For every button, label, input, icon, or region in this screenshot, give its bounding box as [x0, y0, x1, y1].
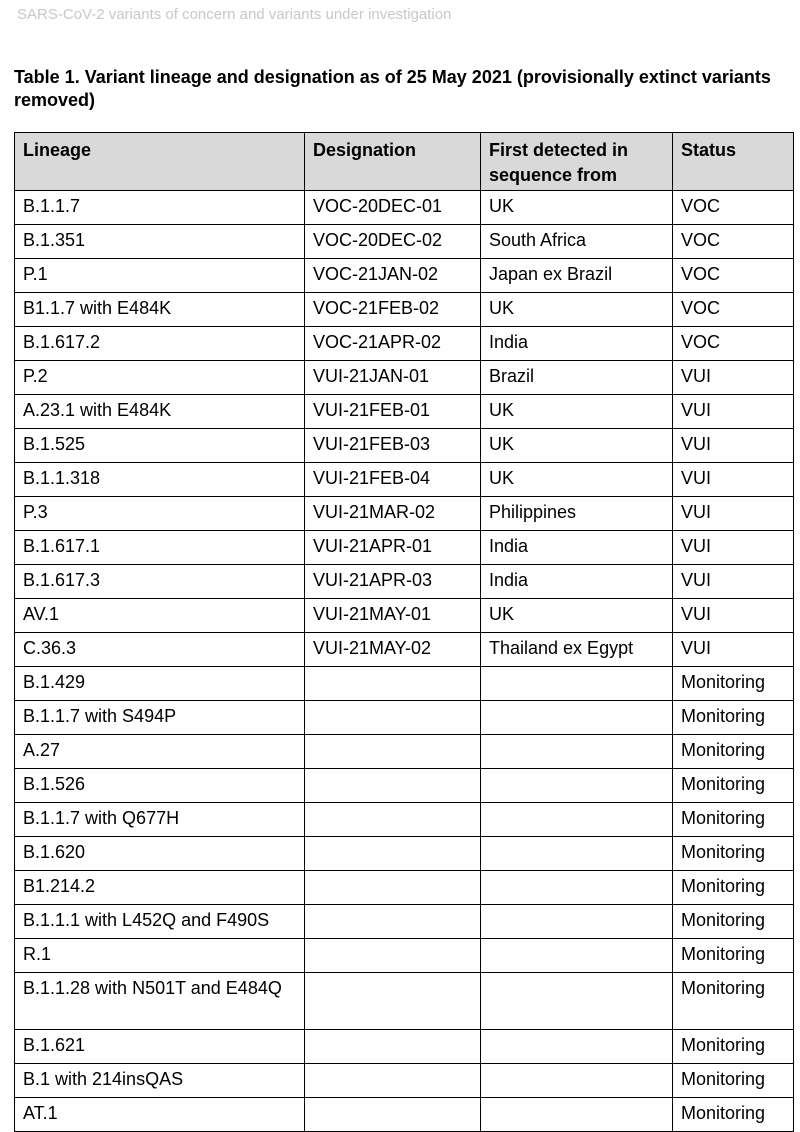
table-row — [15, 293, 794, 327]
designation-cell — [305, 803, 481, 837]
status-cell: VUI — [673, 497, 794, 531]
first-detected-cell — [481, 1030, 673, 1064]
designation-cell: VOC-20DEC-01 — [305, 191, 481, 225]
designation-cell: VUI-21MAR-02 — [305, 497, 481, 531]
lineage-cell: R.1 — [15, 939, 305, 973]
table-row — [15, 1030, 794, 1064]
status-cell: Monitoring — [673, 871, 794, 905]
designation-cell — [305, 871, 481, 905]
designation-cell: VOC-21FEB-02 — [305, 293, 481, 327]
variant-table — [14, 132, 794, 1132]
lineage-cell: A.27 — [15, 735, 305, 769]
first-detected-cell: UK — [481, 599, 673, 633]
table-row — [15, 667, 794, 701]
status-cell: VOC — [673, 191, 794, 225]
lineage-cell: B1.214.2 — [15, 871, 305, 905]
table-row — [15, 939, 794, 973]
lineage-cell: B.1.1.7 with S494P — [15, 701, 305, 735]
first-detected-cell: South Africa — [481, 225, 673, 259]
table-row — [15, 497, 794, 531]
status-cell: Monitoring — [673, 667, 794, 701]
lineage-cell: C.36.3 — [15, 633, 305, 667]
status-cell: Monitoring — [673, 837, 794, 871]
designation-cell — [305, 973, 481, 1030]
table-row — [15, 259, 794, 293]
status-cell: Monitoring — [673, 769, 794, 803]
lineage-cell: B.1.1.28 with N501T and E484Q — [15, 973, 305, 1030]
table-row — [15, 565, 794, 599]
table-row — [15, 973, 794, 1030]
lineage-cell: P.3 — [15, 497, 305, 531]
designation-cell: VUI-21FEB-01 — [305, 395, 481, 429]
status-cell: VUI — [673, 361, 794, 395]
table-caption: Table 1. Variant lineage and designation as of 25 May 2021 (provisionally extinct variants removed) — [14, 67, 771, 110]
designation-cell: VOC-20DEC-02 — [305, 225, 481, 259]
first-detected-cell — [481, 667, 673, 701]
lineage-cell: B.1.617.3 — [15, 565, 305, 599]
table-row — [15, 361, 794, 395]
status-cell: Monitoring — [673, 1098, 794, 1132]
table-header-row — [15, 133, 794, 191]
designation-cell — [305, 1030, 481, 1064]
lineage-cell: B.1.1.1 with L452Q and F490S — [15, 905, 305, 939]
first-detected-cell: UK — [481, 429, 673, 463]
table-row — [15, 225, 794, 259]
lineage-cell: B.1.617.2 — [15, 327, 305, 361]
lineage-cell: B.1.617.1 — [15, 531, 305, 565]
designation-cell — [305, 735, 481, 769]
table-row — [15, 191, 794, 225]
lineage-cell: B.1.1.7 with Q677H — [15, 803, 305, 837]
designation-cell — [305, 939, 481, 973]
table-body — [15, 191, 794, 1132]
first-detected-cell: India — [481, 327, 673, 361]
designation-cell: VUI-21FEB-03 — [305, 429, 481, 463]
designation-cell — [305, 1098, 481, 1132]
designation-cell: VUI-21MAY-01 — [305, 599, 481, 633]
lineage-cell: P.2 — [15, 361, 305, 395]
status-cell: VOC — [673, 259, 794, 293]
status-cell: Monitoring — [673, 905, 794, 939]
table-row — [15, 871, 794, 905]
status-cell: VOC — [673, 327, 794, 361]
lineage-cell: B.1.526 — [15, 769, 305, 803]
first-detected-cell: India — [481, 531, 673, 565]
lineage-cell: B.1.621 — [15, 1030, 305, 1064]
first-detected-cell — [481, 905, 673, 939]
first-detected-cell — [481, 1098, 673, 1132]
lineage-cell: B.1.1.7 — [15, 191, 305, 225]
table-row — [15, 905, 794, 939]
status-cell: Monitoring — [673, 735, 794, 769]
designation-cell — [305, 701, 481, 735]
lineage-cell: B.1.525 — [15, 429, 305, 463]
status-cell: VUI — [673, 565, 794, 599]
designation-cell: VUI-21MAY-02 — [305, 633, 481, 667]
table-row — [15, 701, 794, 735]
status-cell: Monitoring — [673, 1064, 794, 1098]
table-row — [15, 633, 794, 667]
first-detected-cell — [481, 939, 673, 973]
column-header-status: Status — [673, 133, 794, 191]
designation-cell — [305, 769, 481, 803]
first-detected-cell — [481, 837, 673, 871]
first-detected-cell — [481, 803, 673, 837]
status-cell: Monitoring — [673, 939, 794, 973]
first-detected-cell: Japan ex Brazil — [481, 259, 673, 293]
status-cell: VUI — [673, 599, 794, 633]
lineage-cell: B.1.620 — [15, 837, 305, 871]
lineage-cell: B.1 with 214insQAS — [15, 1064, 305, 1098]
first-detected-cell: UK — [481, 293, 673, 327]
first-detected-cell: UK — [481, 191, 673, 225]
first-detected-cell: UK — [481, 395, 673, 429]
status-cell: VUI — [673, 463, 794, 497]
table-row — [15, 735, 794, 769]
table-row — [15, 429, 794, 463]
status-cell: Monitoring — [673, 973, 794, 1030]
first-detected-cell: Brazil — [481, 361, 673, 395]
lineage-cell: B1.1.7 with E484K — [15, 293, 305, 327]
status-cell: VOC — [673, 225, 794, 259]
designation-cell — [305, 837, 481, 871]
lineage-cell: AT.1 — [15, 1098, 305, 1132]
status-cell: Monitoring — [673, 1030, 794, 1064]
designation-cell: VUI-21FEB-04 — [305, 463, 481, 497]
designation-cell: VUI-21JAN-01 — [305, 361, 481, 395]
designation-cell: VUI-21APR-01 — [305, 531, 481, 565]
designation-cell: VUI-21APR-03 — [305, 565, 481, 599]
lineage-cell: B.1.1.318 — [15, 463, 305, 497]
lineage-cell: AV.1 — [15, 599, 305, 633]
first-detected-cell — [481, 973, 673, 1030]
table-row — [15, 395, 794, 429]
first-detected-cell: Philippines — [481, 497, 673, 531]
designation-cell: VOC-21APR-02 — [305, 327, 481, 361]
status-cell: VOC — [673, 293, 794, 327]
table-row — [15, 769, 794, 803]
table-row — [15, 837, 794, 871]
status-cell: VUI — [673, 633, 794, 667]
designation-cell — [305, 667, 481, 701]
table-row — [15, 1098, 794, 1132]
status-cell: VUI — [673, 531, 794, 565]
column-header-lineage: Lineage — [15, 133, 305, 191]
table-row — [15, 531, 794, 565]
lineage-cell: B.1.351 — [15, 225, 305, 259]
designation-cell — [305, 905, 481, 939]
running-header: SARS-CoV-2 variants of concern and variants under investigation — [17, 6, 452, 23]
status-cell: VUI — [673, 395, 794, 429]
table-row — [15, 599, 794, 633]
lineage-cell: P.1 — [15, 259, 305, 293]
first-detected-cell: Thailand ex Egypt — [481, 633, 673, 667]
first-detected-cell — [481, 701, 673, 735]
status-cell: Monitoring — [673, 701, 794, 735]
lineage-cell: B.1.429 — [15, 667, 305, 701]
table-row — [15, 463, 794, 497]
status-cell: VUI — [673, 429, 794, 463]
first-detected-cell — [481, 735, 673, 769]
first-detected-cell: India — [481, 565, 673, 599]
first-detected-cell — [481, 769, 673, 803]
column-header-designation: Designation — [305, 133, 481, 191]
status-cell: Monitoring — [673, 803, 794, 837]
first-detected-cell — [481, 871, 673, 905]
column-header-first-detected: First detected in sequence from — [481, 133, 673, 191]
designation-cell: VOC-21JAN-02 — [305, 259, 481, 293]
lineage-cell: A.23.1 with E484K — [15, 395, 305, 429]
first-detected-cell: UK — [481, 463, 673, 497]
table-row — [15, 327, 794, 361]
table-row — [15, 803, 794, 837]
